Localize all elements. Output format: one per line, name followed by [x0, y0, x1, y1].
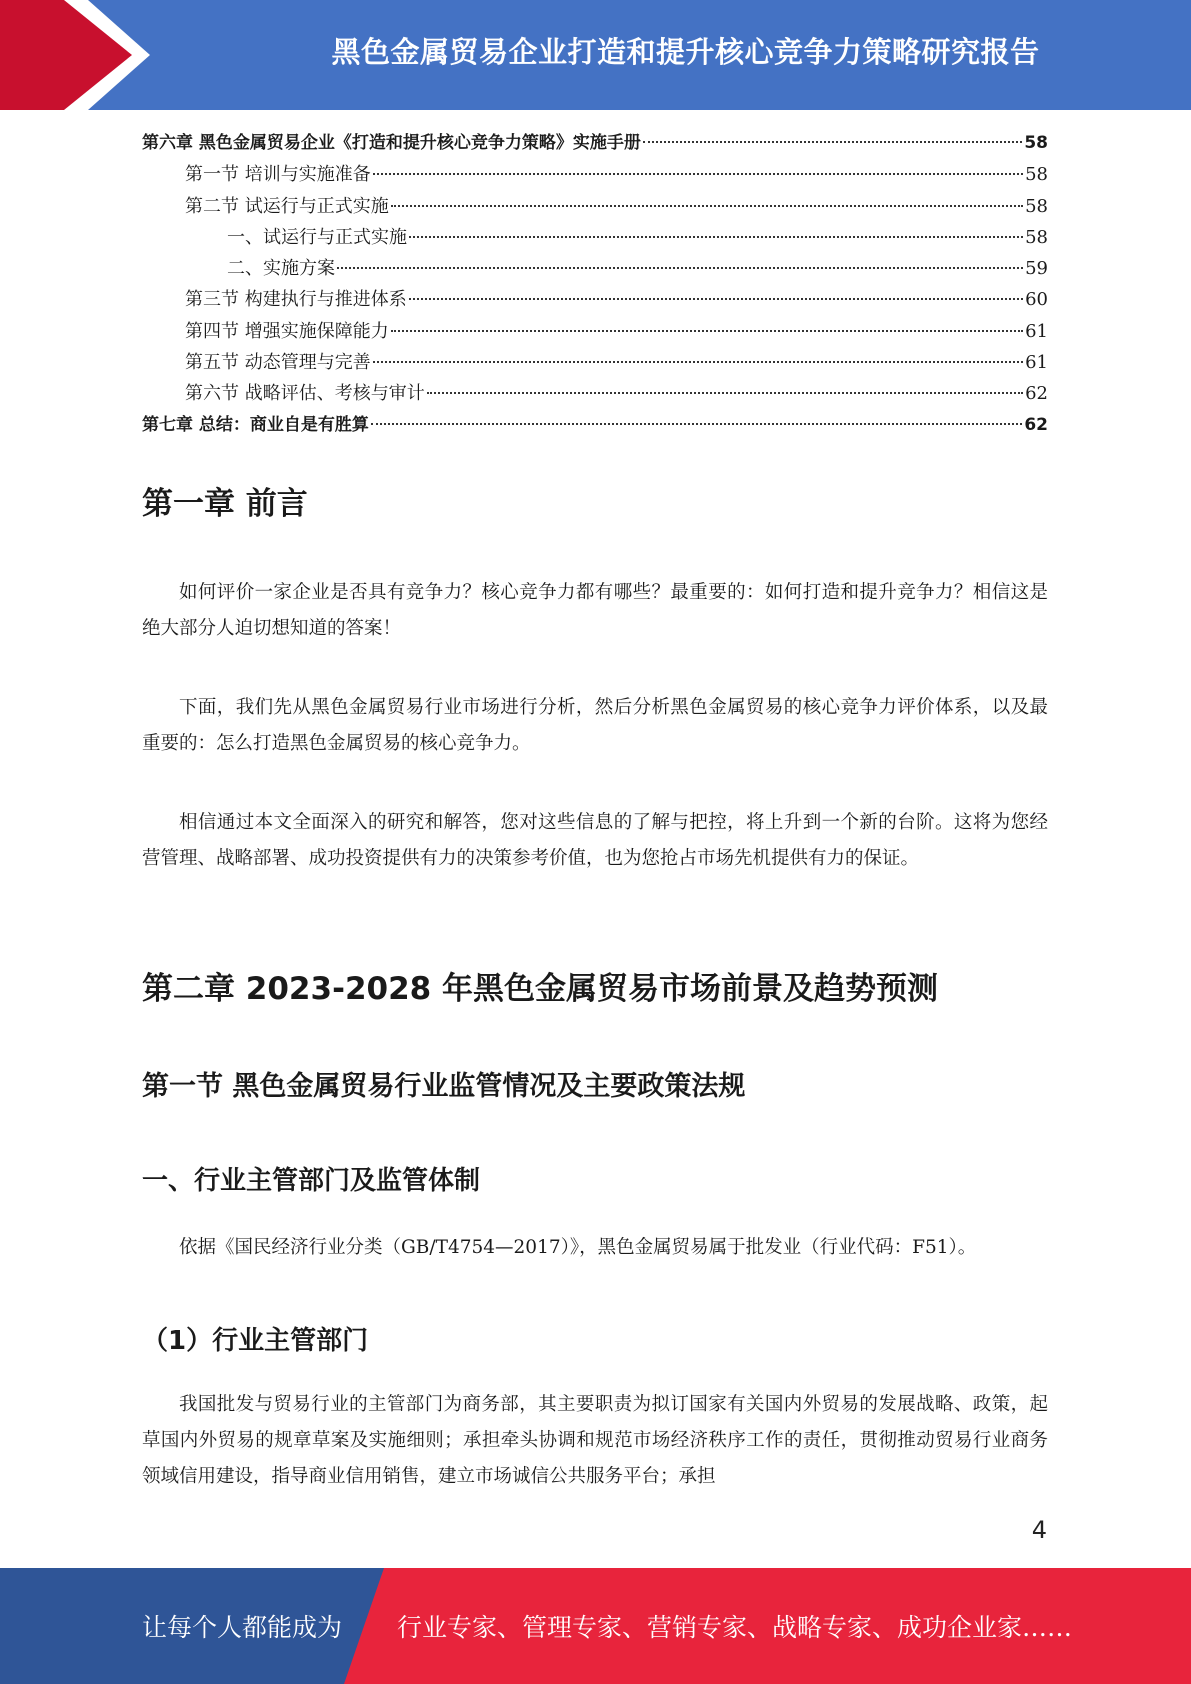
toc-label: 第七章 总结：商业自是有胜算 — [142, 414, 369, 435]
toc-page: 59 — [1025, 258, 1048, 280]
section-1-heading: 第一节 黑色金属贸易行业监管情况及主要政策法规 — [142, 1071, 746, 1102]
toc-leader-dots — [643, 141, 1022, 143]
toc-leader-dots — [391, 205, 1023, 207]
toc-leader-dots — [427, 392, 1023, 394]
page-number: 4 — [1031, 1516, 1047, 1544]
toc-page: 61 — [1025, 352, 1048, 374]
header-chevron-graphic — [0, 0, 160, 110]
subsection-1-paragraph: 依据《国民经济行业分类（GB/T4754—2017）》，黑色金属贸易属于批发业（行业代码：F51）。 — [179, 1237, 977, 1258]
toc-leader-dots — [337, 267, 1023, 269]
toc-leader-dots — [373, 361, 1023, 363]
footer-slogan-left: 让每个人都能成为 — [142, 1613, 343, 1642]
chapter-1-paragraph-1: 如何评价一家企业是否具有竞争力？核心竞争力都有哪些？最重要的：如何打造和提升竞争力？相信这是绝大部分人迫切想知道的答案！ — [142, 582, 1048, 639]
toc-entry[interactable] — [142, 128, 1048, 159]
toc-entry[interactable] — [142, 284, 1048, 315]
toc-page: 62 — [1024, 414, 1048, 435]
page-header — [0, 0, 1191, 110]
chapter-1-paragraph-3: 相信通过本文全面深入的研究和解答，您对这些信息的了解与把控，将上升到一个新的台阶。这将为您经营管理、战略部署、成功投资提供有力的决策参考价值，也为您抢占市场先机提供有力的保证。 — [142, 812, 1048, 869]
chapter-1-heading: 第一章 前言 — [142, 486, 308, 522]
toc-page: 61 — [1025, 320, 1048, 342]
toc-entry[interactable] — [142, 316, 1048, 347]
toc-label: 第二节 试运行与正式实施 — [185, 195, 389, 217]
chapter-1-paragraph-2: 下面，我们先从黑色金属贸易行业市场进行分析，然后分析黑色金属贸易的核心竞争力评价体系，以及最重要的：怎么打造黑色金属贸易的核心竞争力。 — [142, 697, 1048, 754]
toc-label: 第三节 构建执行与推进体系 — [185, 289, 407, 311]
toc-leader-dots — [391, 330, 1023, 332]
toc-label: 第五节 动态管理与完善 — [185, 352, 371, 374]
toc-leader-dots — [409, 298, 1023, 300]
chapter-2-heading: 第二章 2023-2028 年黑色金属贸易市场前景及趋势预测 — [142, 971, 939, 1007]
table-of-contents — [142, 128, 1048, 441]
toc-page: 58 — [1025, 226, 1048, 248]
toc-entry[interactable] — [142, 222, 1048, 253]
toc-label: 第六节 战略评估、考核与审计 — [185, 383, 425, 405]
toc-leader-dots — [409, 236, 1023, 238]
toc-leader-dots — [371, 423, 1022, 425]
toc-entry[interactable] — [142, 191, 1048, 222]
toc-label: 第一节 培训与实施准备 — [185, 164, 371, 186]
toc-entry[interactable] — [142, 159, 1048, 190]
footer-slogan-right: 行业专家、管理专家、营销专家、战略专家、成功企业家…… — [397, 1613, 1073, 1642]
page-footer — [0, 1568, 1191, 1684]
toc-leader-dots — [373, 173, 1023, 175]
toc-label: 第四节 增强实施保障能力 — [185, 320, 389, 342]
subsection-1-heading: 一、行业主管部门及监管体制 — [142, 1166, 481, 1196]
subsection-2-heading: （1）行业主管部门 — [142, 1326, 369, 1356]
toc-label: 一、试运行与正式实施 — [227, 226, 407, 248]
toc-entry[interactable] — [142, 253, 1048, 284]
toc-page: 62 — [1025, 383, 1048, 405]
toc-page: 58 — [1025, 164, 1048, 186]
toc-page: 58 — [1025, 195, 1048, 217]
toc-page: 58 — [1024, 133, 1048, 153]
header-title: 黑色金属贸易企业打造和提升核心竞争力策略研究报告 — [331, 34, 1040, 69]
toc-entry[interactable] — [142, 347, 1048, 378]
toc-page: 60 — [1025, 289, 1048, 311]
subsection-2-paragraph: 我国批发与贸易行业的主管部门为商务部，其主要职责为拟订国家有关国内外贸易的发展战略、政策，起草国内外贸易的规章草案及实施细则；承担牵头协调和规范市场经济秩序工作的责任，贯彻推动贸易行业商务领域信用建设，指导商业信用销售，建立市场诚信公共服务平台；承担 — [142, 1394, 1048, 1487]
toc-entry[interactable] — [142, 378, 1048, 409]
toc-entry[interactable] — [142, 410, 1048, 441]
toc-label: 第六章 黑色金属贸易企业《打造和提升核心竞争力策略》实施手册 — [142, 133, 641, 153]
toc-label: 二、实施方案 — [227, 258, 335, 280]
